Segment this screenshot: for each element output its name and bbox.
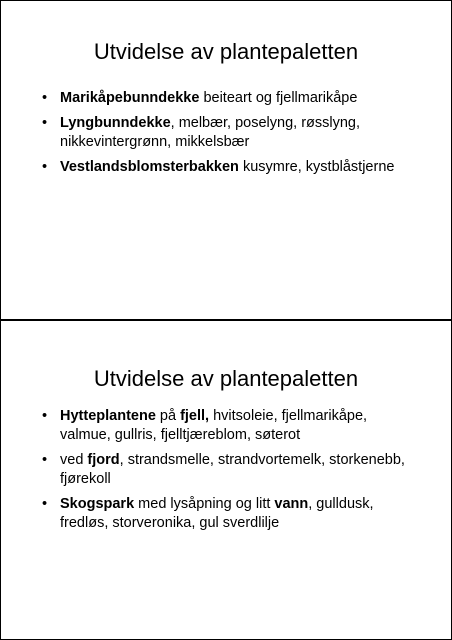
bullet-item	[42, 89, 411, 108]
bullet-dot-icon: •	[42, 159, 48, 175]
bullet-text: med lysåpning og litt	[134, 496, 275, 512]
bullet-text-bold: fjord	[87, 452, 120, 468]
bullet-item	[42, 451, 411, 489]
bullet-text: hvitsoleie, fjellmarikåpe, valmue, gullris, fjelltjæreblom, søterot	[60, 408, 368, 443]
bullet-text-bold: Lyngbunndekke	[60, 115, 171, 131]
bullet-item	[42, 114, 411, 152]
bullet-dot-icon: •	[42, 496, 48, 512]
bullet-text: , strandsmelle, strandvortemelk, storkenebb, fjørekoll	[60, 452, 405, 487]
bullet-text: , gulldusk, fredløs, storveronika, gul sverdlilje	[60, 496, 374, 531]
bullet-item	[42, 158, 411, 177]
bullet-item	[42, 407, 411, 445]
bullet-dot-icon: •	[42, 408, 48, 424]
bullet-dot-icon: •	[42, 452, 48, 468]
bullet-list	[42, 407, 411, 539]
slide-title: Utvidelse av plantepaletten	[93, 39, 359, 64]
bullet-list	[42, 89, 411, 183]
slide-2	[0, 320, 452, 640]
bullet-dot-icon: •	[42, 115, 48, 131]
bullet-text: kusymre, kystblåstjerne	[238, 159, 395, 175]
bullet-text-bold: Marikåpebunndekke	[60, 90, 200, 106]
bullet-text: ved	[60, 452, 88, 468]
bullet-text-bold: Skogspark	[60, 496, 135, 512]
bullet-text-bold: fjell,	[180, 408, 210, 424]
bullet-item	[42, 495, 411, 533]
bullet-text-bold: vann	[274, 496, 309, 512]
bullet-text-bold: Vestlandsblomsterbakken	[60, 159, 239, 175]
bullet-text: på	[155, 408, 181, 424]
bullet-text: beiteart og fjellmarikåpe	[199, 90, 358, 106]
bullet-text-bold: Hytteplantene	[60, 408, 156, 424]
bullet-dot-icon: •	[42, 90, 48, 106]
bullet-text: , melbær, poselyng, røsslyng, nikkevintergrønn, mikkelsbær	[60, 115, 361, 150]
slide-title: Utvidelse av plantepaletten	[93, 366, 359, 391]
